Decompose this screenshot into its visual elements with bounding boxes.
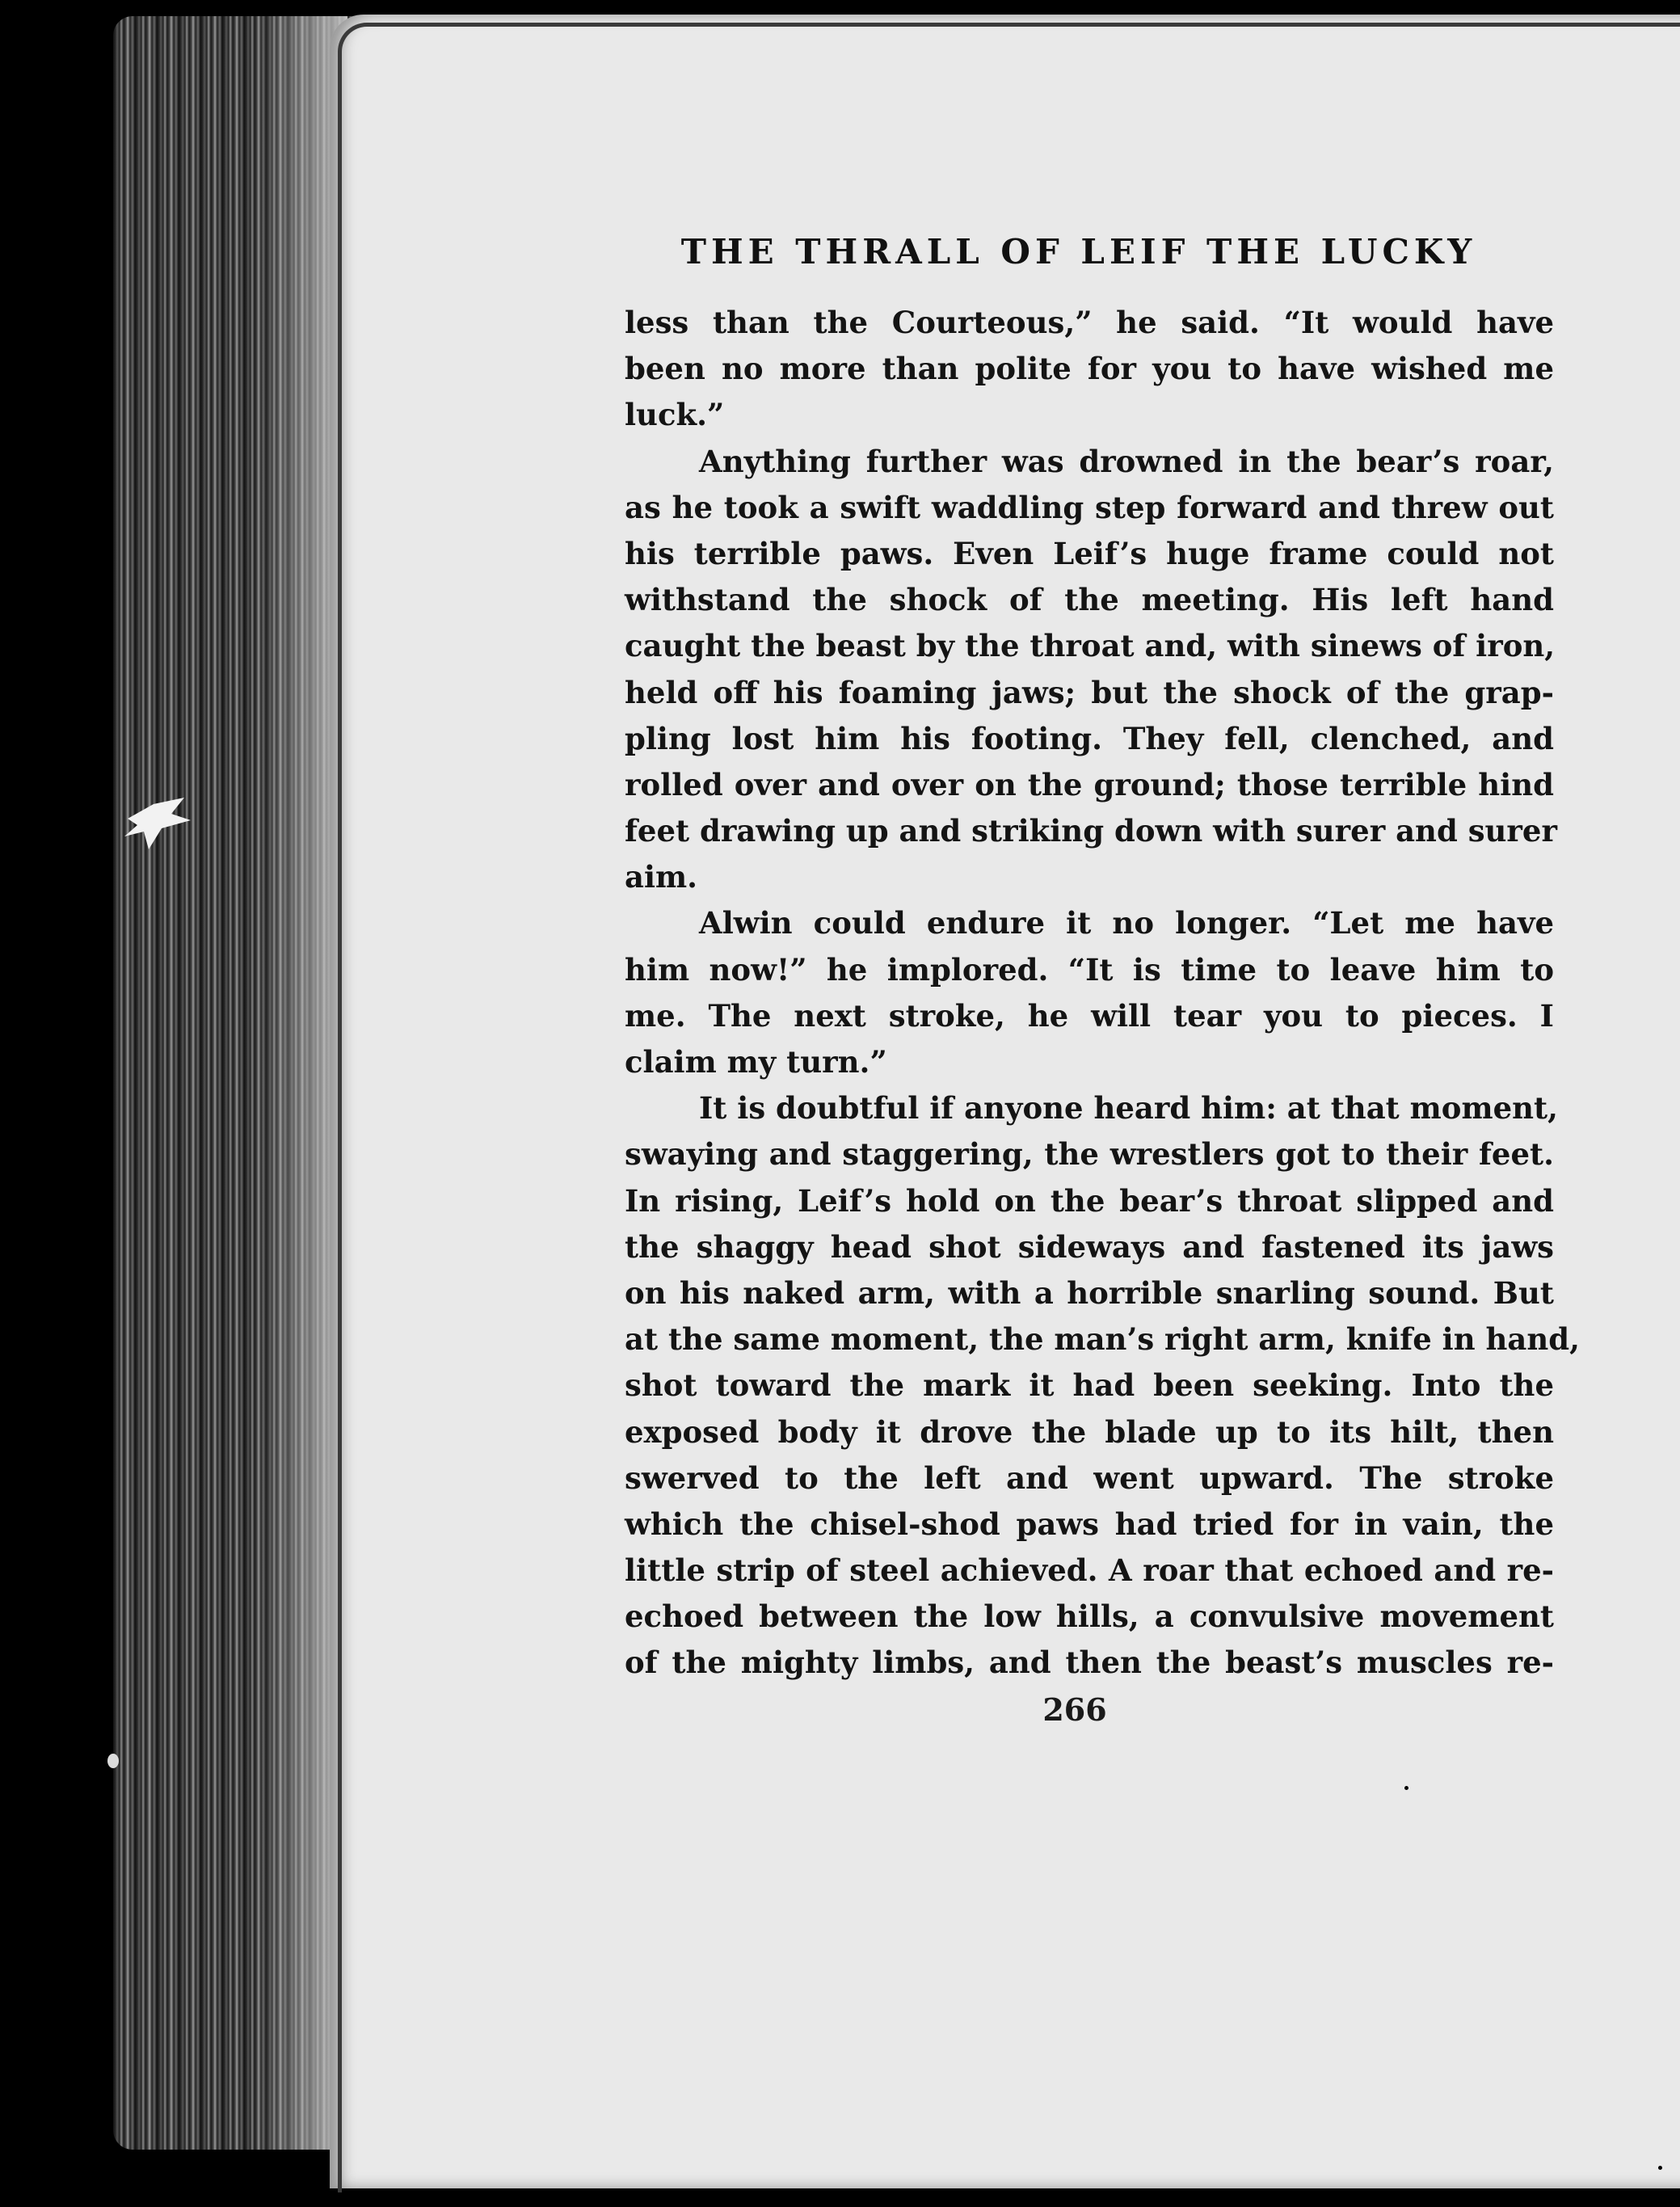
- text-line: at the same moment, the man’s right arm, knife in hand,: [625, 1321, 1581, 1358]
- text-line: Alwin could endure it no longer. “Let me have: [699, 905, 1554, 941]
- text-line: been no more than polite for you to have wished me: [625, 351, 1554, 387]
- text-line: which the chisel-shod paws had tried for in vain, the: [625, 1506, 1554, 1542]
- text-line: luck.”: [625, 397, 725, 433]
- text-line: feet drawing up and striking down with surer and surer: [625, 813, 1557, 849]
- dust-speck: [107, 1754, 119, 1768]
- text-line: swerved to the left and went upward. The stroke: [625, 1459, 1554, 1496]
- text-line: withstand the shock of the meeting. His left hand: [625, 582, 1554, 618]
- text-line: Anything further was drowned in the bear’s roar,: [699, 443, 1554, 479]
- text-line: of the mighty limbs, and then the beast’s muscles re-: [625, 1645, 1554, 1681]
- text-line: swaying and staggering, the wrestlers got to their feet.: [625, 1136, 1554, 1173]
- text-line: In rising, Leif’s hold on the bear’s throat slipped and: [625, 1182, 1554, 1219]
- dust-speck: [1658, 2166, 1662, 2170]
- text-line: him now!” he implored. “It is time to leave him to: [625, 951, 1554, 988]
- text-line: exposed body it drove the blade up to its hilt, then: [625, 1413, 1554, 1450]
- body-text: [625, 300, 1581, 1687]
- text-line: pling lost him his footing. They fell, clenched, and: [625, 720, 1554, 756]
- page-number: 266: [1042, 1691, 1107, 1728]
- text-line: aim.: [625, 859, 698, 895]
- text-line: little strip of steel achieved. A roar that echoed and re-: [625, 1552, 1554, 1589]
- text-line: me. The next stroke, he will tear you to pieces. I: [625, 997, 1554, 1034]
- text-line: shot toward the mark it had been seeking. Into the: [625, 1367, 1554, 1404]
- text-line: claim my turn.”: [625, 1044, 887, 1080]
- dust-speck: [1404, 1786, 1408, 1790]
- text-line: echoed between the low hills, a convulsive movement: [625, 1598, 1554, 1635]
- text-line: his terrible paws. Even Leif’s huge frame could not: [625, 535, 1554, 571]
- paper-tear-mark: [121, 796, 194, 853]
- text-line: on his naked arm, with a horrible snarling sound. But: [625, 1274, 1554, 1311]
- running-head: THE THRALL OF LEIF THE LUCKY: [680, 232, 1477, 272]
- text-line: rolled over and over on the ground; those terrible hind: [625, 766, 1554, 802]
- text-line: held off his foaming jaws; but the shock of the grap-: [625, 674, 1554, 710]
- text-line: less than the Courteous,” he said. “It would have: [625, 305, 1554, 340]
- text-line: It is doubtful if anyone heard him: at that moment,: [699, 1090, 1559, 1127]
- text-line: as he took a swift waddling step forward and threw out: [625, 489, 1554, 525]
- text-line: the shaggy head shot sideways and fastened its jaws: [625, 1228, 1554, 1265]
- text-line: caught the beast by the throat and, with sinews of iron,: [625, 628, 1556, 664]
